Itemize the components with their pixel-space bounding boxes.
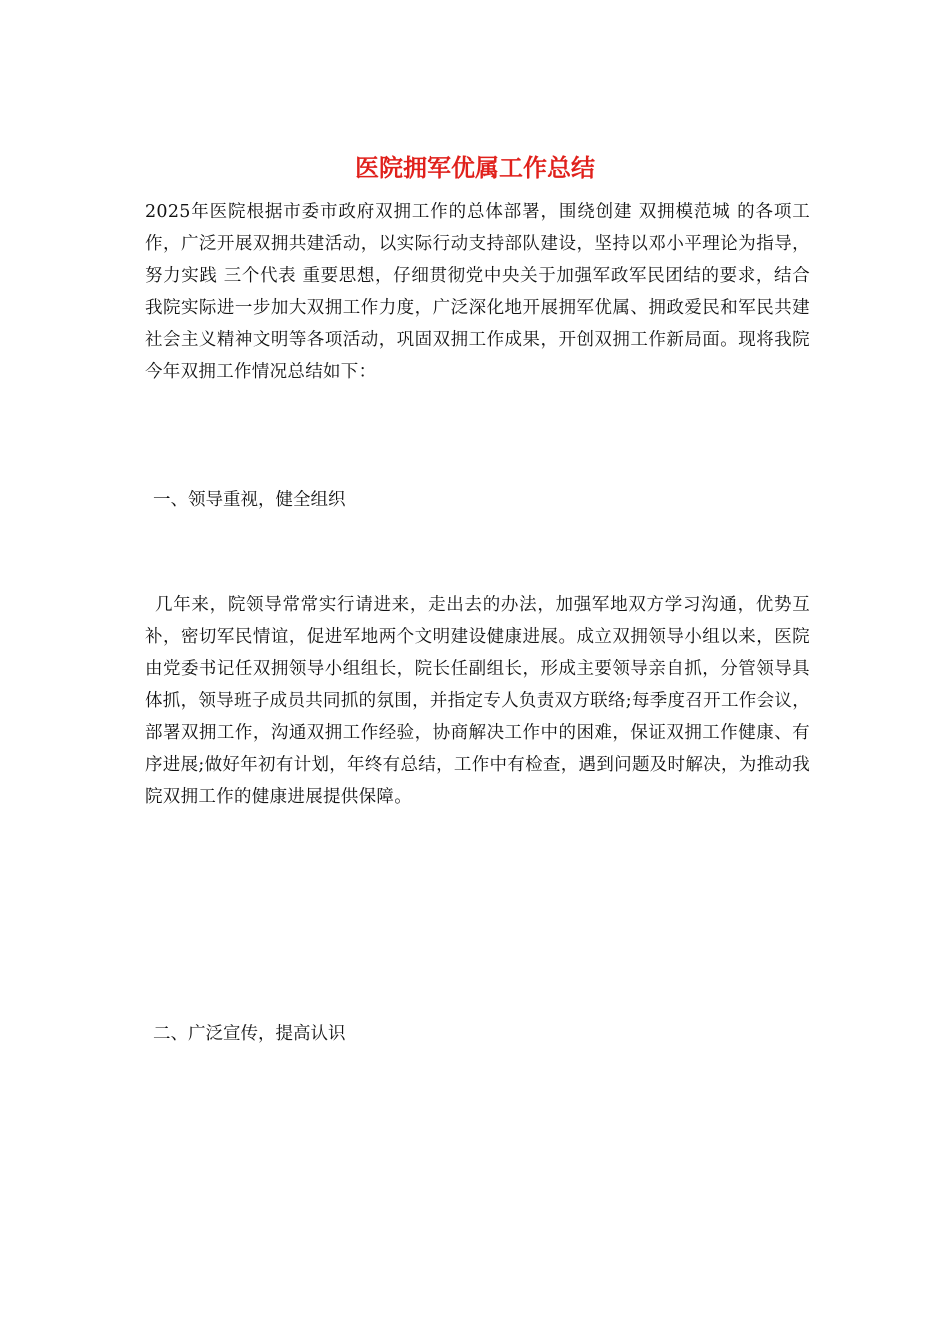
section-1-paragraph: 几年来，院领导常常实行请进来，走出去的办法，加强军地双方学习沟通，优势互补，密切军民情谊，促进军地两个文明建设健康进展。成立双拥领导小组以来，医院由党委书记任双拥领导小组组长，院长任副组长，形成主要领导亲自抓，分管领导具体抓，领导班子成员共同抓的氛围，并指定专人负责双方联络;每季度召开工作会议，部署双拥工作，沟通双拥工作经验，协商解决工作中的困难，保证双拥工作健康、有序进展;做好年初有计划，年终有总结，工作中有检查，遇到问题及时解决，为推动我院双拥工作的健康进展提供保障。: [145, 595, 810, 807]
section-heading-2: 二、广泛宣传，提高认识: [153, 1024, 346, 1044]
intro-paragraph: 2025年医院根据市委市政府双拥工作的总体部署，围绕创建 双拥模范城 的各项工作，广泛开展双拥共建活动，以实际行动支持部队建设，坚持以邓小平理论为指导，努力实践 三个代表 重要思想，仔细贯彻党中央关于加强军政军民团结的要求，结合我院实际进一步加大双拥工作力度，广泛深化地开展拥军优属、拥政爱民和军民共建社会主义精神文明等各项活动，巩固双拥工作成果，开创双拥工作新局面。现将我院今年双拥工作情况总结如下：: [145, 202, 810, 382]
section-heading-1: 一、领导重视，健全组织: [153, 490, 346, 510]
document-title: 医院拥军优属工作总结: [355, 154, 595, 182]
